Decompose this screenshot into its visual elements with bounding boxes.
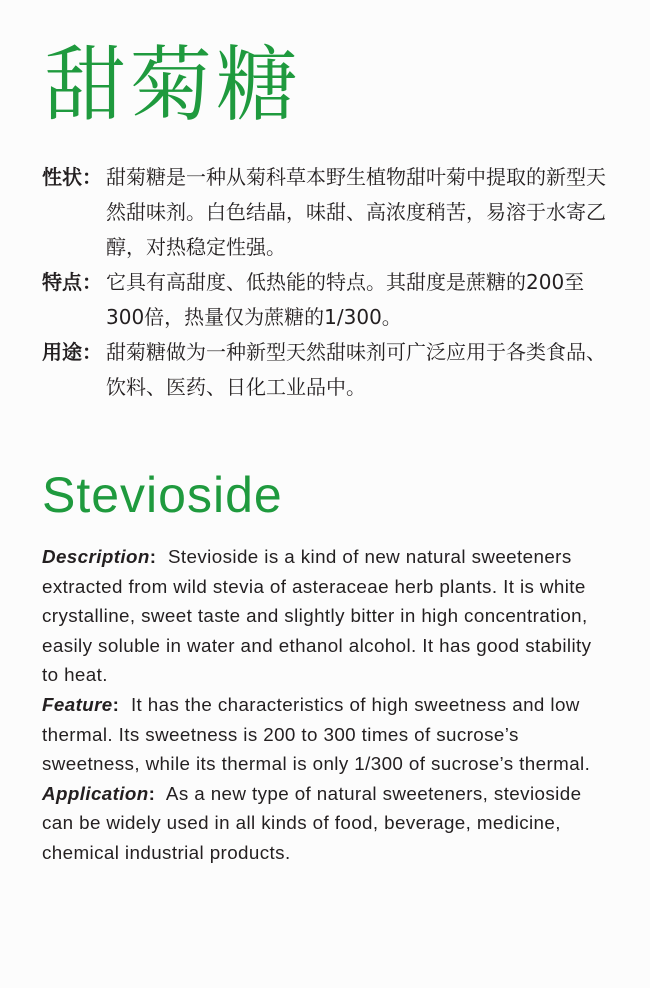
- cn-feature-row: [42, 265, 622, 335]
- en-application-paragraph: [42, 779, 612, 868]
- en-description-text: Stevioside is a kind of new natural sweeteners extracted from wild stevia of asteraceae herb plants. It is white crystalline, sweet taste and slightly bitter in high concentration, easily soluble in water and ethanol alcohol. It has good stability to heat.: [42, 546, 592, 686]
- cn-property-label: 性状：: [42, 165, 102, 189]
- en-feature-paragraph: [42, 690, 612, 779]
- english-title: Stevioside: [42, 467, 283, 523]
- en-description-colon: :: [149, 546, 157, 567]
- cn-property-text: 甜菊糖是一种从菊科草本野生植物甜叶菊中提取的新型天然甜味剂。白色结晶，味甜、高浓度稍苦，易溶于水寄乙醇，对热稳定性强。: [106, 165, 606, 259]
- cn-usage-text: 甜菊糖做为一种新型天然甜味剂可广泛应用于各类食品、饮料、医药、日化工业品中。: [106, 340, 606, 399]
- cn-feature-text: 它具有高甜度、低热能的特点。其甜度是蔗糖的200至300倍，热量仅为蔗糖的1/300。: [106, 270, 585, 329]
- en-description-label: Description: [42, 546, 150, 567]
- en-application-label: Application: [42, 782, 149, 804]
- english-description: [42, 542, 612, 868]
- en-description-paragraph: [42, 542, 612, 690]
- chinese-title: 甜菊糖: [44, 38, 303, 133]
- en-feature-text: It has the characteristics of high sweetness and low thermal. Its sweetness is 200 to 300 times of sucrose’s sweetness, while its thermal is only 1/300 of sucrose’s thermal.: [42, 693, 591, 775]
- en-application-text: As a new type of natural sweeteners, stevioside can be widely used in all kinds of food, beverage, medicine, chemical industrial products.: [42, 782, 582, 863]
- cn-usage-row: [42, 335, 622, 405]
- cn-usage-label: 用途：: [42, 340, 102, 364]
- en-application-colon: :: [148, 782, 156, 804]
- chinese-description: [42, 160, 622, 405]
- cn-feature-label: 特点：: [42, 270, 102, 294]
- en-feature-colon: :: [112, 693, 120, 715]
- en-feature-label: Feature: [42, 693, 113, 715]
- cn-property-row: [42, 160, 622, 265]
